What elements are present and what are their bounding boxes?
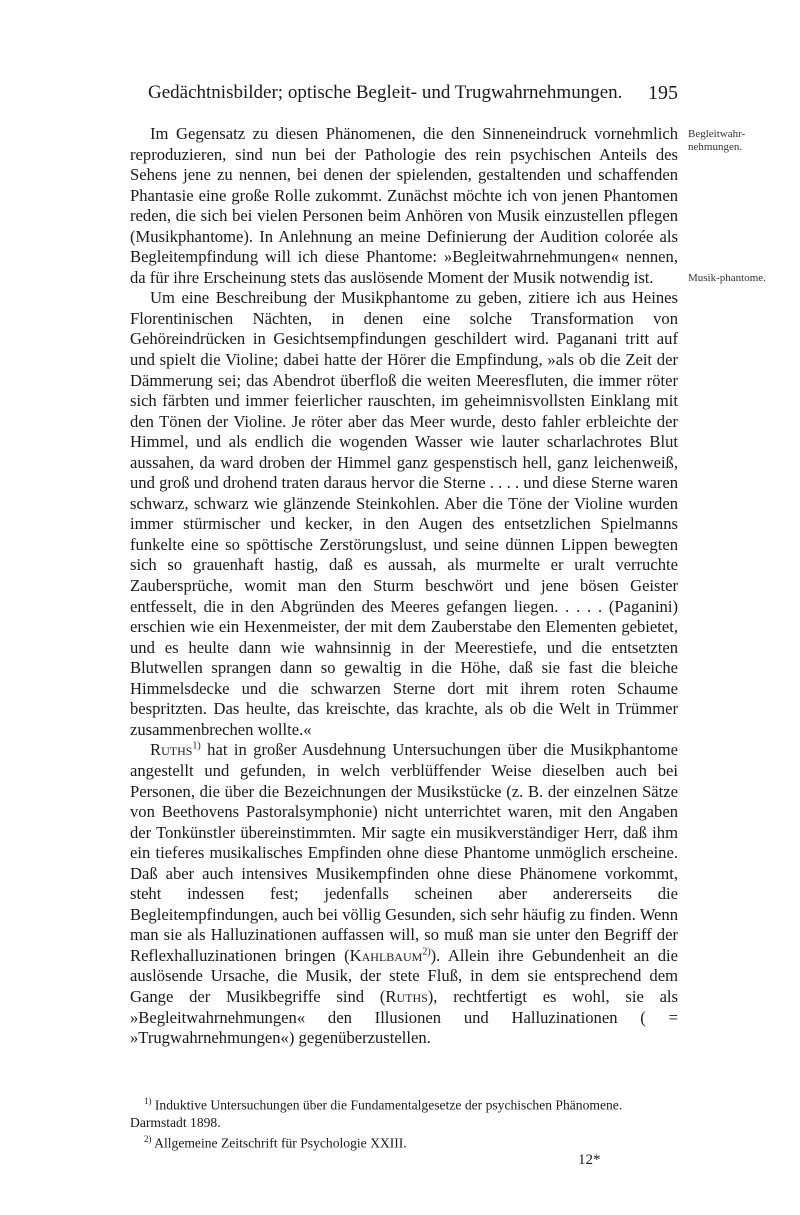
author-ruths: Ruths xyxy=(150,740,193,760)
margin-note-musikphantome: Musik-phantome. xyxy=(688,272,766,284)
paragraph-3-part-b: ). Allein ihre Gebundenheit an die auslösende Ursache, die Musik, der stete Fluß, in dem sie entsprechend dem Gange der Musikbegriffe sind ( xyxy=(130,945,678,1006)
footnote-ref-2: 2) xyxy=(422,946,431,958)
paragraph-3-part-a: hat in großer Ausdehnung Untersuchungen über die Musikphantome angestellt und gefunden, in welch verblüffender Weise dieselben auch bei Personen, die über die Bezeichnungen der Musikstücke (z. B. der einzelnen Sätze von Beethovens Pastoralsymphonie) nicht unterrichtet waren, mit den Angaben der Tonkünstler übereinstimmten. Mir sagte ein musikverständiger Herr, daß ihm ein tieferes musikalisches Empfinden ohne diese Phantome unmöglich erscheine. Daß aber auch intensives Musikempfinden ohne diese Phänomene vorkommt, steht indessen fest; jedenfalls scheinen aber andererseits die Begleitempfindungen, auch bei völlig Gesunden, sich sehr häufig zu finden. Wenn man sie als Halluzinationen auffassen will, so muß man sie unter den Begriff der Reflexhalluzinationen bringen ( xyxy=(130,740,678,965)
footnote-2 xyxy=(130,1131,678,1152)
margin-note-begleitwahrnehmungen: Begleitwahr-nehmungen. xyxy=(688,128,746,153)
footnote-ref-1: 1) xyxy=(192,740,201,752)
page-number: 195 xyxy=(648,82,678,104)
running-header xyxy=(148,82,678,106)
footnote-text-2: Allgemeine Zeitschrift für Psychologie XXIII. xyxy=(151,1135,407,1151)
paragraph-1: Im Gegensatz zu diesen Phänomenen, die den Sinneneindruck vornehmlich reproduzieren, sind nun bei der Pathologie des rein psychischen Anteils des Sehens jene zu nennen, bei denen der spielenden, gestaltenden und schaffenden Phantasie eine große Rolle zukommt. Zunächst möchte ich von jenen Phantomen reden, die sich bei vielen Personen beim Anhören von Musik einzustellen pflegen (Musikphantome). In Anlehnung an meine Definierung der Audition colorée als Begleitempfindung will ich diese Phantome: »Begleitwahrnehmungen« nennen, da für ihre Erscheinung stets das auslösende Moment der Musik notwendig ist. xyxy=(130,124,678,287)
footnotes xyxy=(130,1093,678,1151)
author-kahlbaum: Kahlbaum xyxy=(349,945,423,965)
footnote-text-1: Induktive Untersuchungen über die Fundamentalgesetze der psychischen Phänomene. Darmstadt 1898. xyxy=(130,1097,623,1130)
paragraph-2: Um eine Beschreibung der Musikphantome zu geben, zitiere ich aus Heines Florentinischen Nächten, in denen eine solche Transformation von Gehöreindrücken in Gesichtsempfindungen geschildert wird. Paganani tritt auf und spielt die Violine; dabei hatte der Hörer die Empfindung, »als ob die Zeit der Dämmerung sei; das Abendrot überfloß die weiten Meeresfluten, die immer röter sich färbten und immer feierlicher rauschten, im geheimnisvollsten Einklang mit den Tönen der Violine. Je röter aber das Meer wurde, desto fahler erbleichte der Himmel, und als endlich die wogenden Wasser wie lauter scharlachrotes Blut aussahen, da ward droben der Himmel ganz gespenstisch hell, ganz leichenweiß, und groß und drohend traten daraus hervor die Sterne . . . . und diese Sterne waren schwarz, schwarz wie glänzende Steinkohlen. Aber die Töne der Violine wurden immer stürmischer und kecker, in den Augen des entsetzlichen Spielmanns funkelte eine so spöttische Zerstörungslust, und seine dünnen Lippen bewegten sich so grauenhaft hastig, daß es aussah, als murmelte er uralt verruchte Zaubersprüche, womit man den Sturm beschwört und jene bösen Geister entfesselt, die in den Abgründen des Meeres gefangen liegen. . . . . (Paganini) erschien wie ein Hexenmeister, der mit dem Zauberstabe den Elementen gebietet, und es heulte dann wie wahnsinnig in der Meerestiefe, und die entsetzten Blutwellen sprangen dann so gewaltig in die Höhe, daß sie fast die bleiche Himmelsdecke und die schwarzen Sterne dort mit ihrem roten Schaume bespritzten. Das heulte, das kreischte, das krachte, als ob die Welt in Trümmer zusammenbrechen wollte.« xyxy=(130,288,678,739)
author-ruths-2: Ruths xyxy=(385,986,428,1006)
running-title: Gedächtnisbilder; optische Begleit- und Trugwahrnehmungen. xyxy=(148,82,623,103)
body-text xyxy=(130,124,678,1049)
footnote-1 xyxy=(130,1093,678,1131)
paragraph-3 xyxy=(130,740,678,1048)
footnote-mark-2: 2) xyxy=(144,1133,152,1144)
footnote-mark-1: 1) xyxy=(144,1096,152,1106)
printer-signature: 12* xyxy=(578,1152,601,1168)
paragraph-3-part-c: ), rechtfertigt es wohl, sie als »Begleitwahrnehmungen« den Illusionen und Halluzinationen ( = »Trugwahrnehmungen«) gegenüberzustellen. xyxy=(130,986,679,1048)
